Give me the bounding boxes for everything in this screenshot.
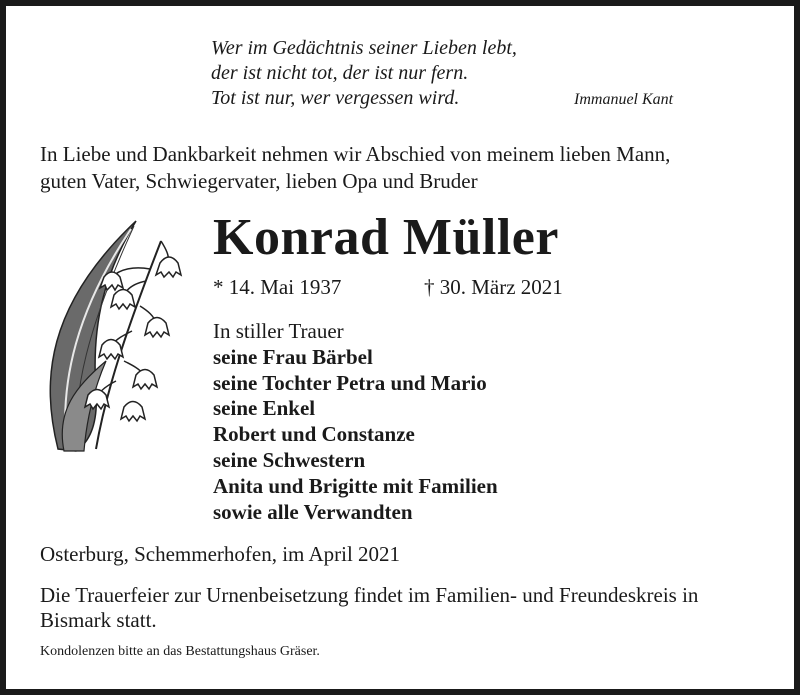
mourner-line: sowie alle Verwandten — [213, 499, 413, 524]
intro-line: guten Vater, Schwiegervater, lieben Opa und Bruder — [40, 169, 478, 193]
quote-line: Wer im Gedächtnis seiner Lieben lebt, — [211, 37, 517, 59]
mourner-line: Anita und Brigitte mit Familien — [213, 473, 498, 498]
mourners-list — [213, 319, 498, 525]
intro-line: In Liebe und Dankbarkeit nehmen wir Abschied von meinem lieben Mann, — [40, 142, 671, 166]
deceased-name: Konrad Müller — [213, 209, 559, 266]
funeral-line: Bismark statt. — [40, 608, 157, 632]
death-date: † 30. März 2021 — [424, 275, 563, 299]
lily-of-the-valley-icon — [36, 211, 196, 456]
birth-date: * 14. Mai 1937 — [213, 275, 342, 299]
funeral-info — [40, 583, 698, 633]
memorial-quote — [211, 36, 517, 111]
quote-author: Immanuel Kant — [574, 91, 674, 108]
mourner-line: seine Frau Bärbel — [213, 344, 373, 369]
mourner-line: seine Schwestern — [213, 447, 366, 472]
quote-line: der ist nicht tot, der ist nur fern. — [211, 62, 469, 84]
mourners-heading: In stiller Trauer — [213, 319, 344, 343]
mourner-line: seine Enkel — [213, 396, 316, 421]
intro-text — [40, 141, 780, 195]
place-date: Osterburg, Schemmerhofen, im April 2021 — [40, 542, 401, 566]
funeral-line: Die Trauerfeier zur Urnenbeisetzung findet im Familien- und Freundeskreis in — [40, 583, 699, 607]
quote-line: Tot ist nur, wer vergessen wird. — [211, 87, 460, 109]
mourner-line: seine Tochter Petra und Mario — [213, 370, 487, 395]
condolence-note: Kondolenzen bitte an das Bestattungshaus Gräser. — [40, 644, 320, 659]
mourner-line: Robert und Constanze — [213, 422, 415, 447]
